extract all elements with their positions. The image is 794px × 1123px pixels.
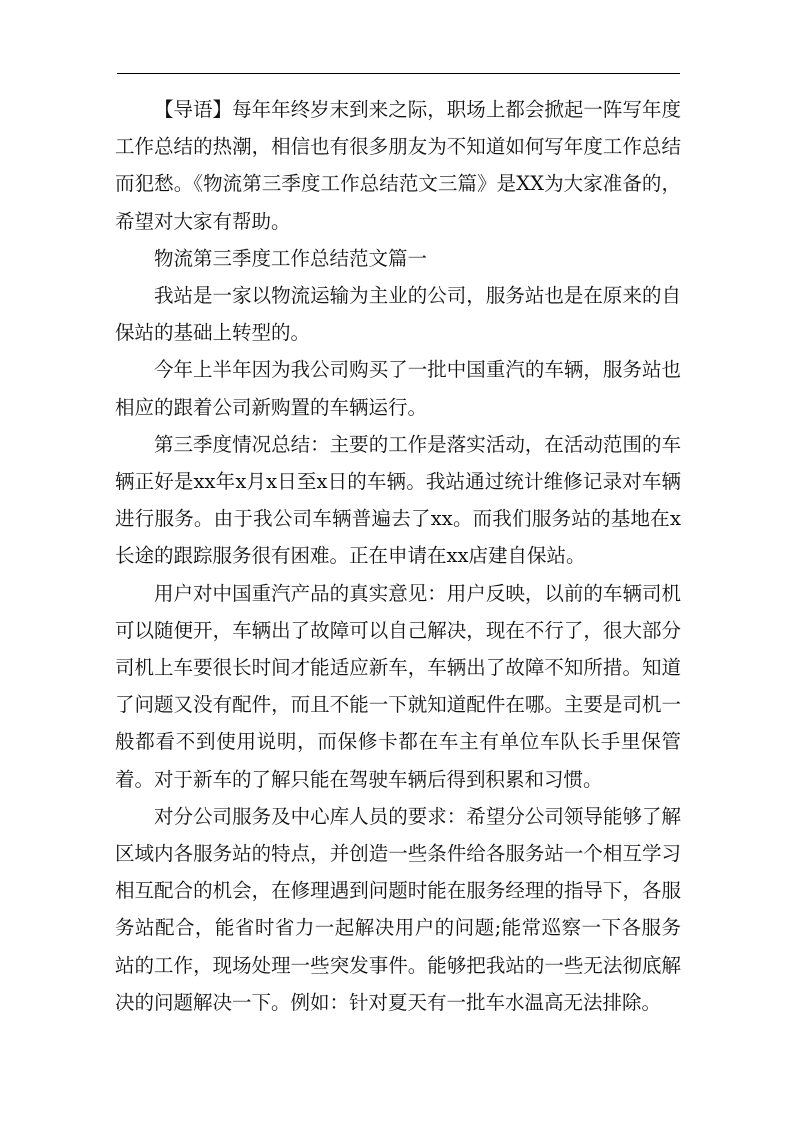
body-paragraph: 今年上半年因为我公司购买了一批中国重汽的车辆，服务站也相应的跟着公司新购置的车辆运行。: [115, 358, 681, 419]
body-paragraph: 对分公司服务及中心库人员的要求：希望分公司领导能够了解区域内各服务站的特点，并创造一些条件给各服务站一个相互学习相互配合的机会，在修理遇到问题时能在服务经理的指导下，各服务站配合，能省时省力一起解决用户的问题;能常巡察一下各服务站的工作，现场处理一些突发事件。能够把我站的一些无法彻底解决的问题解决一下。例如：针对夏天有一批车水温高无法排除。: [115, 804, 681, 1014]
body-paragraph: 用户对中国重汽产品的真实意见：用户反映，以前的车辆司机可以随便开，车辆出了故障可以自己解决，现在不行了，很大部分司机上车要很长时间才能适应新车，车辆出了故障不知所措。知道了问题又没有配件，而且不能一下就知道配件在哪。主要是司机一般都看不到使用说明，而保修卡都在车主有单位车队长手里保管着。对于新车的了解只能在驾驶车辆后得到积累和习惯。: [115, 581, 681, 791]
section-heading: 物流第三季度工作总结范文篇一: [154, 246, 428, 270]
body-paragraph: 我站是一家以物流运输为主业的公司，服务站也是在原来的自保站的基础上转型的。: [115, 284, 681, 345]
intro-paragraph: 【导语】每年年终岁末到来之际，职场上都会掀起一阵写年度工作总结的热潮，相信也有很多朋友为不知道如何写年度工作总结而犯愁。《物流第三季度工作总结范文三篇》是XX为大家准备的，希望对大家有帮助。: [115, 98, 681, 233]
document-body: [115, 91, 681, 1021]
body-paragraph: 第三季度情况总结：主要的工作是落实活动，在活动范围的车辆正好是xx年x月x日至x日的车辆。我站通过统计维修记录对车辆进行服务。由于我公司车辆普遍去了xx。而我们服务站的基地在x长途的跟踪服务很有困难。正在申请在xx店建自保站。: [115, 432, 681, 568]
header-rule: [117, 73, 680, 74]
